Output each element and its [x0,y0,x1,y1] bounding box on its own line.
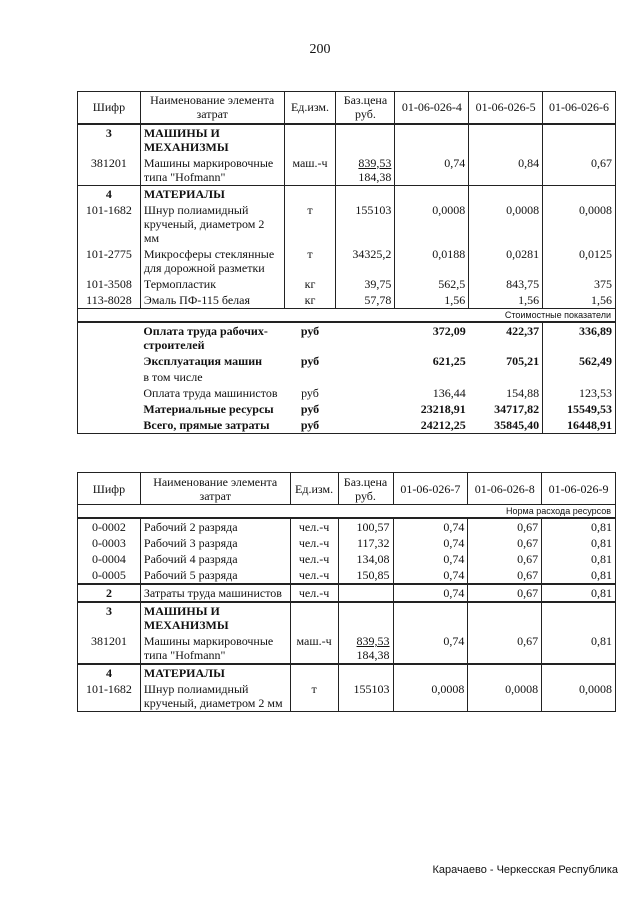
row-value-2: 843,75 [469,276,543,292]
table-row [78,681,616,712]
row-name: Рабочий 2 разряда [140,518,290,535]
summary-row [78,401,616,417]
price-main: 839,53 [356,634,390,648]
header-code: Шифр [78,92,141,124]
summary-row [78,417,616,434]
table-row [78,518,616,535]
summary-value-1: 24212,25 [395,417,469,434]
table-header [78,92,616,124]
summary-value-2: 422,37 [469,322,543,353]
summary-unit: руб [301,385,319,400]
section-note-row [78,308,616,322]
header-code: Шифр [78,473,141,505]
row-value-1: 0,74 [393,518,468,535]
group-row [78,584,616,602]
summary-unit: руб [284,322,336,353]
row-code: 0-0004 [78,551,141,567]
group-value-3: 0,81 [542,584,616,602]
row-value-1: 0,74 [393,551,468,567]
row-name: Шнур полиамидный крученый, диаметром 2 мм [140,681,290,712]
section-note-row [78,505,616,519]
summary-value-2: 34717,82 [494,401,540,416]
row-price: 150,85 [338,567,393,584]
group-code: 2 [78,584,141,602]
row-value-2: 0,67 [468,518,542,535]
row-unit: чел.-ч [290,518,338,535]
row-value-3: 0,81 [542,633,616,664]
row-code: 101-1682 [78,681,141,712]
summary-value-1: 372,09 [395,322,469,353]
group-row [78,185,616,202]
summary-value-1: 136,44 [432,385,466,400]
row-value-1: 0,0188 [395,246,469,276]
group-value-2: 0,67 [468,584,542,602]
row-price: 39,75 [336,276,395,292]
summary-value-3: 15549,53 [543,401,616,417]
row-value-3: 0,0008 [543,202,616,246]
row-value-1: 0,0008 [393,681,468,712]
row-value-3: 375 [543,276,616,292]
row-code: 0-0003 [78,535,141,551]
row-unit: чел.-ч [290,567,338,584]
header-col-3: 01-06-026-6 [543,92,616,124]
row-name: Микросферы стеклянные для дорожной разметки [140,246,284,276]
table-row [78,292,616,309]
header-name: Наименование элемента затрат [140,473,290,505]
summary-value-2: 154,88 [506,385,540,400]
summary-value-3: 16448,91 [543,417,616,434]
header-col-2: 01-06-026-5 [469,92,543,124]
header-col-2: 01-06-026-8 [468,473,542,505]
price-secondary: 184,38 [356,648,390,662]
header-unit: Ед.изм. [284,92,336,124]
row-unit: чел.-ч [290,535,338,551]
summary-row [78,353,616,369]
group-code: 4 [78,185,141,202]
group-code: 3 [78,124,141,155]
summary-row [78,322,616,353]
row-name: Рабочий 4 разряда [140,551,290,567]
row-code: 101-1682 [78,202,141,246]
row-unit: т [284,202,336,246]
header-col-3: 01-06-026-9 [542,473,616,505]
row-code: 101-2775 [78,246,141,276]
row-price: 100,57 [338,518,393,535]
row-name: Рабочий 3 разряда [140,535,290,551]
row-code: 101-3508 [78,276,141,292]
resource-table-1 [77,91,616,434]
row-value-2: 0,67 [468,633,542,664]
row-unit: маш.-ч [290,633,338,664]
row-value-2: 1,56 [469,292,543,309]
row-price: 57,78 [336,292,395,309]
group-value-1: 0,74 [393,584,468,602]
row-value-2: 0,67 [468,535,542,551]
row-code: 0-0005 [78,567,141,584]
row-price: 134,08 [338,551,393,567]
row-value-3: 1,56 [543,292,616,309]
section-note: Норма расхода ресурсов [78,505,616,519]
summary-value-3: 336,89 [543,322,616,353]
table-row [78,551,616,567]
row-value-1: 562,5 [395,276,469,292]
row-unit: т [290,681,338,712]
summary-name: Оплата труда рабочих-строителей [140,322,284,353]
group-row [78,124,616,155]
row-code: 113-8028 [78,292,141,309]
summary-value-2: 35845,40 [469,417,543,434]
row-price: 117,32 [338,535,393,551]
table-row [78,246,616,276]
group-name: МАТЕРИАЛЫ [140,185,284,202]
summary-row [78,369,616,385]
summary-unit: руб [300,401,320,416]
row-value-1: 0,74 [395,155,469,186]
group-name: МАШИНЫ И МЕХАНИЗМЫ [140,602,290,633]
group-code: 3 [78,602,141,633]
summary-value-3: 562,49 [543,353,616,369]
table-header [78,473,616,505]
row-unit: чел.-ч [290,551,338,567]
row-unit: т [284,246,336,276]
row-unit: кг [284,276,336,292]
group-unit: чел.-ч [290,584,338,602]
row-value-3: 0,81 [542,551,616,567]
row-unit: кг [284,292,336,309]
table-row [78,202,616,246]
summary-name: Материальные ресурсы [143,401,274,416]
header-col-1: 01-06-026-4 [395,92,469,124]
summary-name: Оплата труда машинистов [143,385,278,400]
row-name: Термопластик [140,276,284,292]
group-name: Затраты труда машинистов [140,584,290,602]
summary-value-1: 23218,91 [420,401,466,416]
group-row [78,664,616,681]
table-row [78,567,616,584]
row-value-3: 0,67 [543,155,616,186]
table-row [78,155,616,186]
row-value-2: 0,0008 [469,202,543,246]
header-col-1: 01-06-026-7 [393,473,468,505]
row-value-3: 0,81 [542,518,616,535]
group-name: МАШИНЫ И МЕХАНИЗМЫ [140,124,284,155]
header-price: Баз.цена руб. [338,473,393,505]
row-code: 381201 [78,155,141,186]
summary-value-1: 621,25 [432,353,466,368]
table-row [78,633,616,664]
row-value-1: 0,74 [393,633,468,664]
summary-name: Эксплуатация машин [143,353,263,368]
price-main: 839,53 [358,155,392,170]
page-number: 200 [309,42,331,57]
row-value-2: 0,0008 [468,681,542,712]
row-value-1: 0,74 [393,535,468,551]
row-price [338,633,393,664]
resource-table-2 [77,472,616,712]
group-row [78,602,616,633]
summary-name: Всего, прямые затраты [140,417,284,434]
group-code: 4 [78,664,141,681]
summary-name: в том числе [143,369,203,384]
row-value-2: 0,0281 [469,246,543,276]
row-code: 0-0002 [78,518,141,535]
row-value-2: 0,67 [468,551,542,567]
row-name: Эмаль ПФ-115 белая [140,292,284,309]
row-value-3: 0,81 [542,567,616,584]
summary-row [78,385,616,401]
group-name: МАТЕРИАЛЫ [140,664,290,681]
row-value-3: 0,0125 [543,246,616,276]
row-value-3: 0,81 [542,535,616,551]
row-code: 381201 [78,633,141,664]
header-name: Наименование элемента затрат [140,92,284,124]
table-row [78,535,616,551]
row-value-2: 0,67 [468,567,542,584]
header-unit: Ед.изм. [290,473,338,505]
row-unit: маш.-ч [284,155,336,186]
row-value-1: 0,74 [393,567,468,584]
price-secondary: 184,38 [358,169,392,184]
row-price: 155103 [338,681,393,712]
row-price: 34325,2 [336,246,395,276]
row-name: Рабочий 5 разряда [140,567,290,584]
summary-unit: руб [300,353,320,368]
section-note: Стоимостные показатели [78,308,616,322]
table-row [78,276,616,292]
row-value-1: 0,0008 [395,202,469,246]
row-name: Машины маркировочные типа "Hofmann" [140,633,290,664]
header-price: Баз.цена руб. [336,92,395,124]
row-value-2: 0,84 [469,155,543,186]
row-value-3: 0,0008 [542,681,616,712]
summary-value-3: 123,53 [543,385,616,401]
row-price [336,155,395,186]
row-price: 155103 [336,202,395,246]
summary-unit: руб [284,417,336,434]
summary-value-2: 705,21 [506,353,540,368]
row-name: Машины маркировочные типа "Hofmann" [140,155,284,186]
row-name: Шнур полиамидный крученый, диаметром 2 мм [140,202,284,246]
footer-region: Карачаево - Черкесская Республика [432,864,618,876]
row-value-1: 1,56 [395,292,469,309]
